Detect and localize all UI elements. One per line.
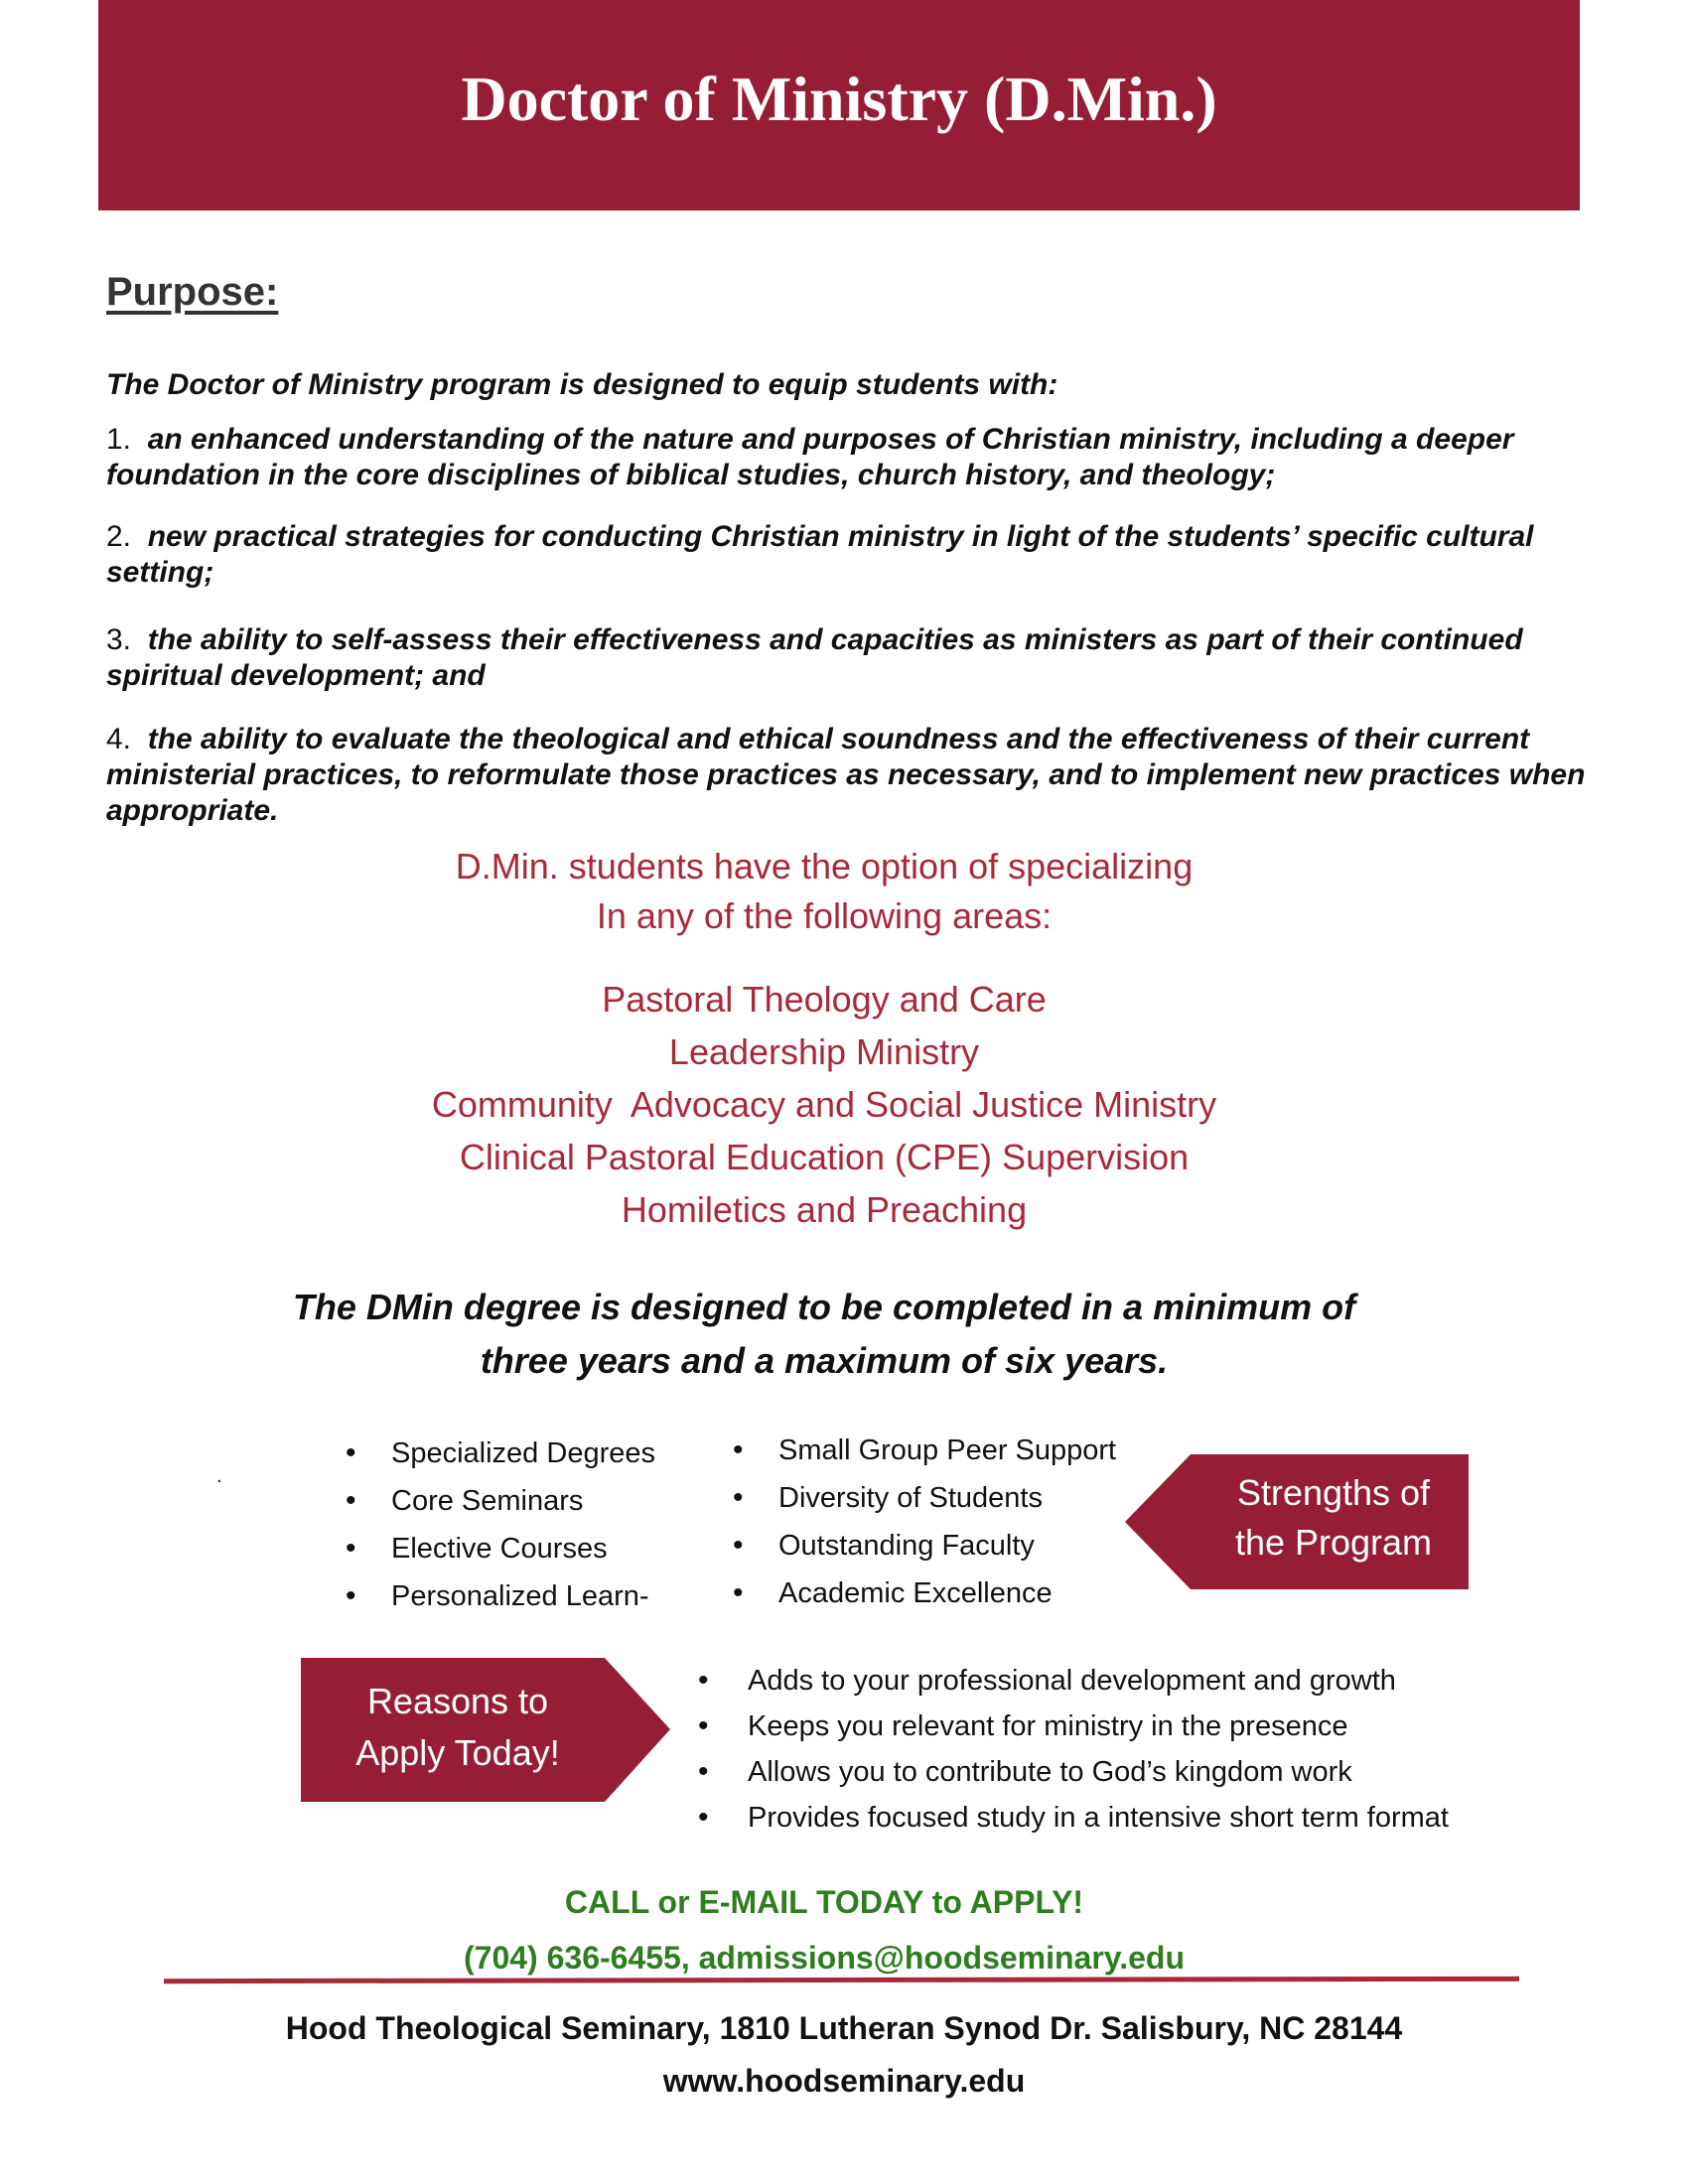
list-item: • Academic Excellence bbox=[733, 1570, 1116, 1617]
duration-line1: The DMin degree is designed to be completed in a minimum of bbox=[292, 1287, 1356, 1327]
list-item: • Provides focused study in a intensive short term format bbox=[698, 1795, 1449, 1841]
list-item: • Small Group Peer Support bbox=[733, 1427, 1116, 1474]
specialization-intro-line1: D.Min. students have the option of specializing bbox=[455, 846, 1194, 887]
reasons-callout bbox=[301, 1658, 670, 1802]
list-item: • Diversity of Students bbox=[733, 1474, 1116, 1522]
list-item: • Adds to your professional development and growth bbox=[698, 1658, 1449, 1704]
footer-address: Hood Theological Seminary, 1810 Lutheran Synod Dr. Salisbury, NC 28144 bbox=[285, 2010, 1403, 2046]
goal-text: the ability to evaluate the theological and ethical soundness and the effectiveness of their current ministerial practices, to reformulate those practices as necessary, and to implement new practices when appropriate. bbox=[106, 723, 1586, 827]
goal-number: 2. bbox=[106, 520, 132, 553]
specialization-area: Clinical Pastoral Education (CPE) Supervision bbox=[459, 1137, 1190, 1177]
strengths-callout-text bbox=[1204, 1468, 1463, 1568]
strengths-callout bbox=[1125, 1454, 1469, 1589]
strengths-list-col1 bbox=[346, 1430, 655, 1620]
goal-number: 4. bbox=[106, 723, 132, 755]
list-item: • Allows you to contribute to God’s kingdom work bbox=[698, 1749, 1449, 1795]
purpose-heading: Purpose: bbox=[106, 270, 279, 314]
reasons-callout-line1: Reasons to bbox=[366, 1681, 549, 1721]
goal-item bbox=[106, 422, 1635, 493]
page-title: Doctor of Ministry (D.Min.) bbox=[461, 64, 1217, 134]
goal-text: an enhanced understanding of the nature and purposes of Christian ministry, including a deeper foundation in the core disciplines of biblical studies, church history, and theology; bbox=[106, 423, 1514, 491]
strengths-callout-line2: the Program bbox=[1234, 1522, 1433, 1563]
call-to-action: CALL or E-MAIL TODAY to APPLY! bbox=[564, 1884, 1084, 1920]
contact-details: (704) 636-6455, admissions@hoodseminary.edu bbox=[464, 1940, 1185, 1976]
list-item: • Elective Courses bbox=[346, 1525, 655, 1572]
purpose-intro: The Doctor of Ministry program is designed to equip students with: bbox=[106, 368, 1058, 401]
goal-text: new practical strategies for conducting Christian ministry in light of the students’ specific cultural setting; bbox=[106, 520, 1534, 589]
specialization-area: Homiletics and Preaching bbox=[621, 1189, 1028, 1230]
specialization-area: Pastoral Theology and Care bbox=[602, 979, 1047, 1020]
reasons-callout-text bbox=[301, 1676, 615, 1779]
duration-line2: three years and a maximum of six years. bbox=[480, 1340, 1169, 1381]
reasons-list bbox=[698, 1658, 1449, 1841]
strengths-callout-line1: Strengths of bbox=[1236, 1472, 1431, 1513]
specialization-intro bbox=[0, 842, 1648, 941]
title-banner bbox=[98, 0, 1580, 210]
goal-item bbox=[106, 622, 1635, 694]
list-item: • Core Seminars bbox=[346, 1477, 655, 1525]
reasons-callout-line2: Apply Today! bbox=[355, 1732, 560, 1773]
stray-mark: . bbox=[216, 1465, 222, 1487]
specialization-intro-line2: In any of the following areas: bbox=[596, 895, 1053, 936]
strengths-list-col2 bbox=[733, 1427, 1116, 1617]
goal-item bbox=[106, 722, 1635, 829]
goal-number: 3. bbox=[106, 623, 132, 656]
list-item: • Specialized Degrees bbox=[346, 1430, 655, 1477]
specialization-areas-list bbox=[0, 973, 1648, 1236]
specialization-area: Leadership Ministry bbox=[668, 1031, 980, 1072]
duration-statement bbox=[0, 1281, 1648, 1388]
specialization-area: Community Advocacy and Social Justice Ministry bbox=[431, 1084, 1217, 1125]
goal-text: the ability to self-assess their effectiveness and capacities as ministers as part of their continued spiritual development; and bbox=[106, 623, 1523, 692]
footer-website: www.hoodseminary.edu bbox=[662, 2063, 1026, 2099]
goal-item bbox=[106, 519, 1635, 591]
goal-number: 1. bbox=[106, 423, 132, 456]
list-item: • Keeps you relevant for ministry in the presence bbox=[698, 1704, 1449, 1749]
list-item: • Outstanding Faculty bbox=[733, 1522, 1116, 1570]
list-item: • Personalized Learn- bbox=[346, 1572, 655, 1620]
